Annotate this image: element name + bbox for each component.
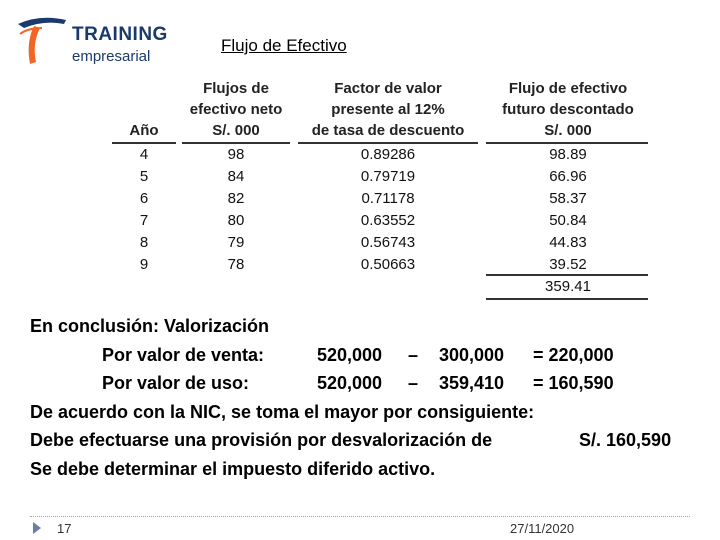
- total-rule: [486, 298, 648, 300]
- sale-result: = 220,000: [533, 344, 614, 365]
- use-operator: –: [408, 373, 419, 393]
- use-result: = 160,590: [533, 373, 614, 393]
- table-cell-factor: 0.89286: [360, 146, 416, 163]
- table-cell-flow: 78: [227, 256, 245, 273]
- sale-value-a: 520,000: [317, 344, 383, 365]
- logo-text-training: TRAINING: [72, 24, 168, 45]
- table-cell-discounted: 44.83: [549, 234, 587, 251]
- header-year: Año: [129, 122, 159, 139]
- table-cell-factor: 0.56743: [360, 234, 416, 251]
- total-discounted: 359.41: [545, 278, 591, 295]
- table-cell-factor: 0.79719: [360, 168, 416, 185]
- sale-value-b: 300,000: [439, 344, 505, 365]
- table-cell-factor: 0.50663: [360, 256, 416, 273]
- provision-statement: Debe efectuarse una provisión por desvalorización de: [30, 430, 493, 450]
- page-number: 17: [57, 521, 72, 536]
- header-discounted-flow: Flujo de efectivo futuro descontado S/. 000: [502, 80, 634, 139]
- table-cell-flow: 80: [227, 212, 245, 229]
- header-net-flows: Flujos de efectivo neto S/. 000: [189, 80, 283, 139]
- table-cell-flow: 98: [227, 146, 245, 163]
- conclusion-heading: En conclusión: Valorización: [30, 316, 270, 336]
- sale-label: Por valor de venta:: [102, 344, 265, 365]
- table-cell-year: 7: [139, 212, 149, 229]
- table-cell-discounted: 58.37: [549, 190, 587, 207]
- page-marker-icon: [33, 522, 41, 534]
- table-cell-flow: 79: [227, 234, 245, 251]
- table-cell-discounted: 50.84: [549, 212, 587, 229]
- logo-mark-icon: [14, 12, 74, 70]
- table-cell-year: 5: [139, 168, 149, 185]
- footer-divider: [30, 516, 690, 517]
- use-label: Por valor de uso:: [102, 373, 250, 393]
- table-cell-discounted: 98.89: [549, 146, 587, 163]
- slide-title: Flujo de Efectivo: [221, 36, 347, 55]
- table-cell-flow: 84: [227, 168, 245, 185]
- provision-amount: S/. 160,590: [579, 430, 672, 450]
- table-cell-discounted: 66.96: [549, 168, 587, 185]
- table-cell-year: 4: [139, 146, 149, 163]
- logo-text-empresarial: empresarial: [72, 48, 151, 65]
- table-cell-discounted: 39.52: [549, 256, 587, 273]
- use-value-a: 520,000: [317, 373, 383, 393]
- footer-date: 27/11/2020: [510, 521, 575, 536]
- table-cell-factor: 0.71178: [361, 190, 415, 207]
- training-empresarial-logo: [14, 12, 184, 70]
- table-cell-factor: 0.63552: [360, 212, 416, 229]
- table-cell-flow: 82: [227, 190, 245, 207]
- nic-statement: De acuerdo con la NIC, se toma el mayor por consiguiente:: [30, 401, 535, 422]
- table-cell-year: 9: [139, 256, 149, 273]
- table-cell-year: 6: [139, 190, 149, 207]
- table-cell-year: 8: [139, 234, 149, 251]
- use-value-b: 359,410: [439, 373, 505, 393]
- header-pv-factor: Factor de valor presente al 12% de tasa de descuento: [311, 80, 465, 139]
- sale-operator: –: [408, 344, 419, 365]
- deferred-tax-statement: Se debe determinar el impuesto diferido activo.: [30, 458, 436, 479]
